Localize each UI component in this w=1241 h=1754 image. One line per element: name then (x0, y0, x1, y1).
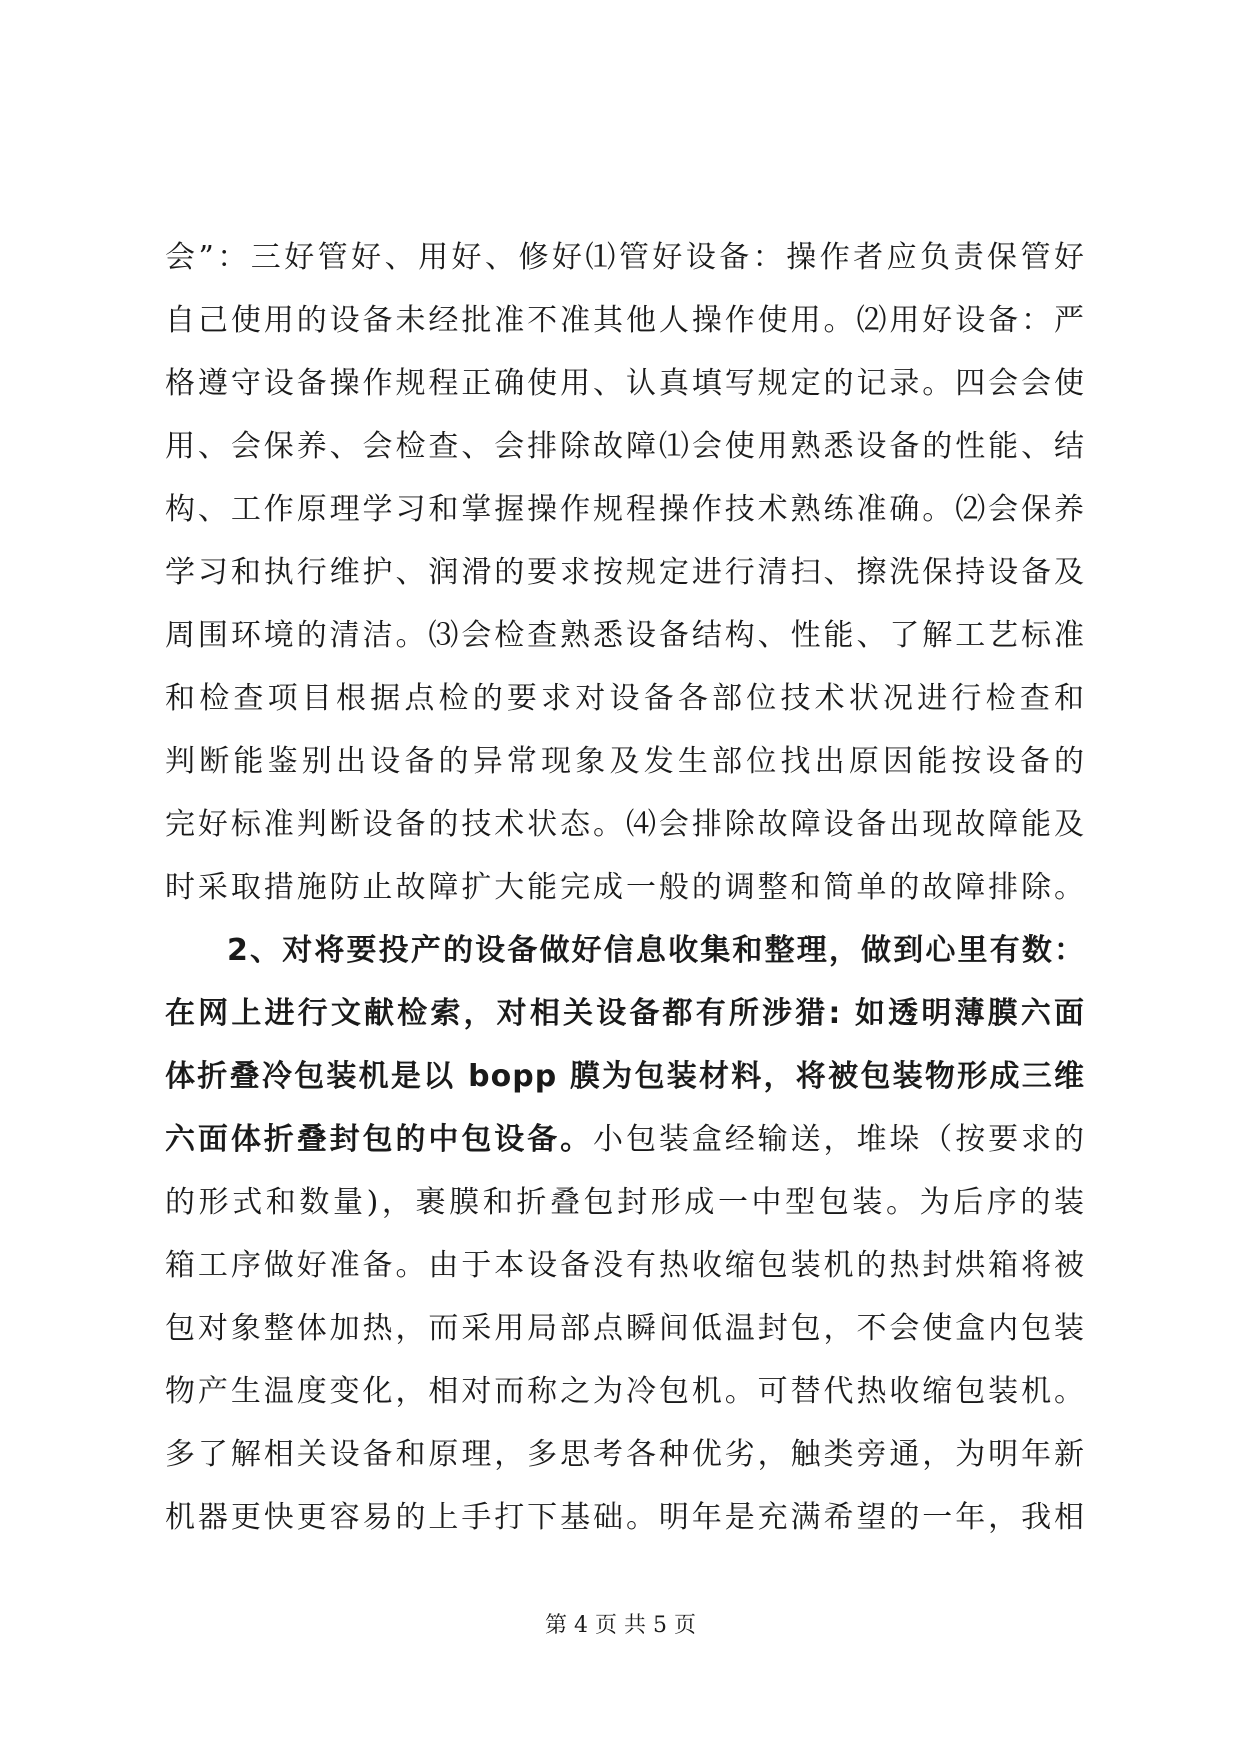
bold-segment: 六面体折叠封包的中包设备。 (165, 1122, 594, 1157)
normal-segment: 小包装盒经输送，堆垛（按要求的 (593, 1122, 1086, 1157)
text-line: 学习和执行维护、润滑的要求按规定进行清扫、擦洗保持设备及 (165, 555, 1085, 590)
text-line: 物产生温度变化，相对而称之为冷包机。可替代热收缩包装机。 (165, 1374, 1085, 1409)
text-line: 机器更快更容易的上手打下基础。明年是充满希望的一年，我相 (165, 1500, 1085, 1535)
text-line: 时采取措施防止故障扩大能完成一般的调整和简单的故障排除。 (165, 870, 1085, 905)
text-line: 多了解相关设备和原理，多思考各种优劣，触类旁通，为明年新 (165, 1437, 1085, 1472)
document-body (165, 226, 1085, 1549)
text-line: 构、工作原理学习和掌握操作规程操作技术熟练准确。⑵会保养 (165, 492, 1085, 527)
text-line: 体折叠冷包装机是以 bopp 膜为包装材料，将被包装物形成三维 (165, 1059, 1085, 1094)
text-line: 用、会保养、会检查、会排除故障⑴会使用熟悉设备的性能、结 (165, 429, 1085, 464)
text-line: 和检查项目根据点检的要求对设备各部位技术状况进行检查和 (165, 681, 1085, 716)
text-line: 会”：三好管好、用好、修好⑴管好设备：操作者应负责保管好 (165, 240, 1085, 275)
page-footer: 第 4 页 共 5 页 (545, 1613, 696, 1638)
text-line: 的形式和数量)，裹膜和折叠包封形成一中型包装。为后序的装 (165, 1185, 1085, 1220)
text-line (165, 1108, 1085, 1171)
text-line: 2、对将要投产的设备做好信息收集和整理，做到心里有数： (227, 933, 1085, 968)
text-line: 完好标准判断设备的技术状态。⑷会排除故障设备出现故障能及 (165, 807, 1085, 842)
text-line: 自己使用的设备未经批准不准其他人操作使用。⑵用好设备：严 (165, 303, 1085, 338)
text-line: 格遵守设备操作规程正确使用、认真填写规定的记录。四会会使 (165, 366, 1085, 401)
text-line: 包对象整体加热，而采用局部点瞬间低温封包，不会使盒内包装 (165, 1311, 1085, 1346)
text-line: 判断能鉴别出设备的异常现象及发生部位找出原因能按设备的 (165, 744, 1085, 779)
text-line: 在网上进行文献检索，对相关设备都有所涉猎: 如透明薄膜六面 (165, 996, 1085, 1031)
text-line: 周围环境的清洁。⑶会检查熟悉设备结构、性能、了解工艺标准 (165, 618, 1085, 653)
text-line: 箱工序做好准备。由于本设备没有热收缩包装机的热封烘箱将被 (165, 1248, 1085, 1283)
